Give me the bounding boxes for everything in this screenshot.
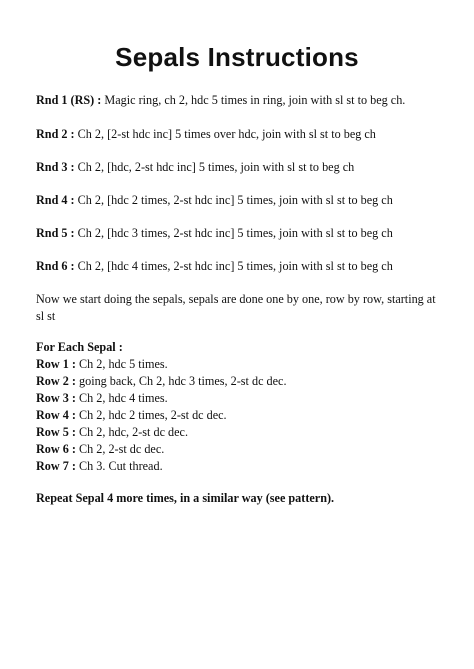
round-4	[36, 192, 446, 209]
round-text: Magic ring, ch 2, hdc 5 times in ring, join with sl st to beg ch.	[101, 93, 406, 107]
row-label: Row 3 :	[36, 391, 76, 405]
round-text: Ch 2, [hdc, 2-st hdc inc] 5 times, join with sl st to beg ch	[74, 160, 355, 174]
round-6	[36, 258, 446, 275]
row-text: Ch 2, 2-st dc dec.	[75, 442, 165, 456]
row-label: Row 6 :	[36, 442, 76, 456]
row-text: Ch 2, hdc 4 times.	[75, 391, 168, 405]
row-5	[36, 424, 446, 441]
row-label: Row 7 :	[36, 459, 76, 473]
round-text: Ch 2, [hdc 4 times, 2-st hdc inc] 5 times, join with sl st to beg ch	[74, 259, 393, 273]
row-1	[36, 356, 446, 373]
row-6	[36, 441, 446, 458]
row-3	[36, 390, 446, 407]
round-text: Ch 2, [2-st hdc inc] 5 times over hdc, join with sl st to beg ch	[74, 127, 376, 141]
row-label: Row 1 :	[36, 357, 76, 371]
row-label: Row 5 :	[36, 425, 76, 439]
row-2	[36, 373, 446, 390]
round-5	[36, 225, 446, 242]
round-text: Ch 2, [hdc 3 times, 2-st hdc inc] 5 times, join with sl st to beg ch	[74, 226, 393, 240]
row-text: Ch 2, hdc, 2-st dc dec.	[75, 425, 188, 439]
row-text: Ch 3. Cut thread.	[75, 459, 163, 473]
round-label: Rnd 1 (RS) :	[36, 93, 102, 107]
round-3	[36, 159, 446, 176]
round-1	[36, 92, 446, 109]
page-title: Sepals Instructions	[115, 42, 359, 72]
row-4	[36, 407, 446, 424]
round-text: Ch 2, [hdc 2 times, 2-st hdc inc] 5 times, join with sl st to beg ch	[74, 193, 393, 207]
round-label: Rnd 4 :	[36, 193, 75, 207]
round-label: Rnd 5 :	[36, 226, 75, 240]
row-7	[36, 458, 446, 475]
sepal-heading: For Each Sepal :	[36, 340, 123, 354]
round-label: Rnd 6 :	[36, 259, 75, 273]
row-text: Ch 2, hdc 5 times.	[75, 357, 168, 371]
intro-paragraph: Now we start doing the sepals, sepals are done one by one, row by row, starting at sl st	[36, 292, 436, 323]
round-2	[36, 126, 446, 143]
row-text: Ch 2, hdc 2 times, 2-st dc dec.	[75, 408, 227, 422]
round-label: Rnd 2 :	[36, 127, 75, 141]
round-label: Rnd 3 :	[36, 160, 75, 174]
row-label: Row 4 :	[36, 408, 76, 422]
row-label: Row 2 :	[36, 374, 76, 388]
closing-instruction: Repeat Sepal 4 more times, in a similar way (see pattern).	[36, 491, 335, 505]
row-text: going back, Ch 2, hdc 3 times, 2-st dc dec.	[75, 374, 287, 388]
